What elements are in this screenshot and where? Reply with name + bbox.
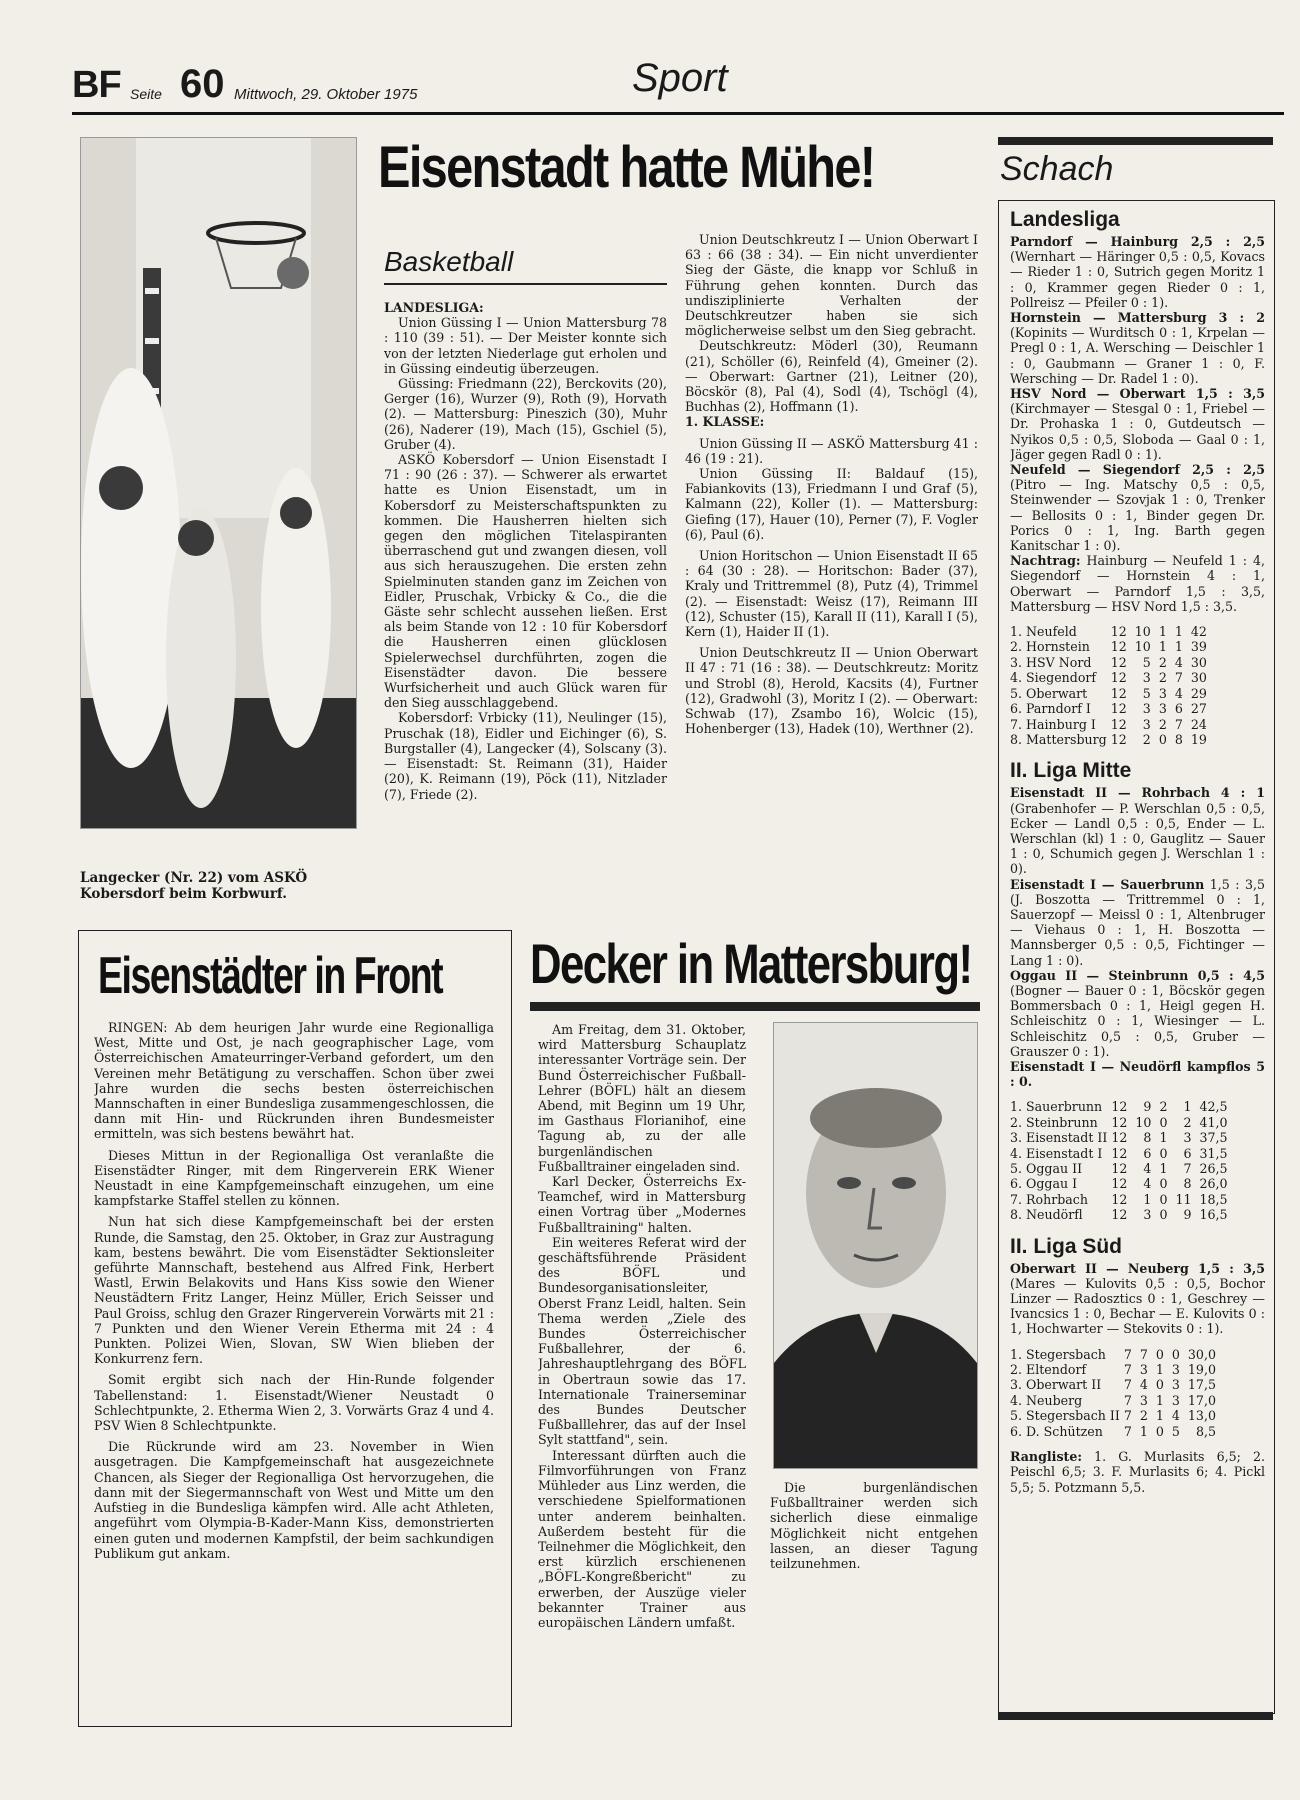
team-name: 3. Eisenstadt II [1010,1130,1108,1146]
rangliste-label: Rangliste: [1010,1449,1083,1465]
schach-top-rule [998,137,1273,145]
stat-cell: 4 [1174,654,1183,670]
ringen-paragraph: Die Rückrunde wird am 23. November in Wien ausgetragen. Die Kampfgemeinschaft hat ausgezeichnete Chancen, als Sieger der Regionalliga Ost hervorzugehen, die dann mit der Siegermannschaft von West und Mitte um den Aufstieg in die Bundesliga kämpfen wird. Alle acht Athleten, angeführt vom Olympia-B-Kader-Mann Kiss, demonstrierten einen guten und modernen Kampfstil, der beim sachkundigen Publikum gut ankam. [94,1439,494,1561]
match-details: (Pitro — Ing. Matschy 0,5 : 0,5, Steinwender — Szovjak 1 : 0, Trenker — Bellosits 0 : 1, Binder gegen Dr. Porics 0 : 1, Ing. Barth gegen Kanitschar 1 : 0). [1010,477,1265,554]
basketball-col2-paragraph: Union Güssing II: Baldauf (15), Fabiankovits (13), Friedmann I und Graf (5), Kalmann (22), Koller (1). — Mattersburg: Giefing (17), Hauer (10), Perner (7), F. Vogler (6), Paul (6). [685,466,978,542]
team-name: 3. HSV Nord [1010,654,1092,670]
stat-cell: 6 [1174,701,1183,717]
stat-cell: 1 [1155,1408,1164,1424]
stat-cell: 0 [1171,1346,1180,1362]
stat-cell: 1 [1158,624,1167,640]
decker-paragraph: Interessant dürften auch die Filmvorführungen von Franz Mühleder aus Linz werden, die verschiedene Spielformationen unter anderem beinhalten. Außerdem besteht für die Teilnehmer die Möglichkeit, den erst kürzlich erschienenen „BÖFL-Kongreßbericht" zu erwerben, der Auszüge vieler bekannter Trainer aus europäischen Ländern umfaßt. [538,1447,746,1630]
team-name: 7. Rohrbach [1010,1191,1088,1207]
match-score: HSV Nord — Oberwart 1,5 : 3,5 [1010,386,1265,402]
stat-cell: 17,5 [1187,1377,1216,1393]
table-row [1010,1362,1224,1377]
stat-cell: 12 [1110,624,1127,640]
stat-cell: 13,0 [1187,1408,1216,1424]
table-row [1010,670,1215,685]
schach-content [1010,208,1265,1708]
stat-cell: 5 [1171,1423,1180,1439]
stat-cell: 4 [1174,685,1183,701]
stat-cell: 0 [1158,731,1167,747]
stat-cell: 0 [1155,1346,1164,1362]
basketball-col2-paragraph: Union Horitschon — Union Eisenstadt II 65 : 64 (30 : 28). — Horitschon: Bader (37), Kraly und Trittremmel (8), Putz (4), Trimmel (2). — Eisenstadt: Weisz (17), Reimann III (12), Schuster (15), Karall II (11), Karall I (5), Kern (1), Haider II (1). [685,548,978,640]
stat-cell: 7 [1183,1161,1192,1177]
stat-cell: 42 [1190,624,1207,640]
stat-cell: 3 [1142,670,1151,686]
ringen-body [94,1020,494,1720]
basketball-col2-paragraph: Union Deutschkreutz II — Union Oberwart II 47 : 71 (16 : 38). — Deutschkreutz: Moritz und Strobl (8), Herold, Kacsits (4), Furtner (12), Gradwohl (3), Moritz I (2). — Oberwart: Schwab (17), Zsambo 16), Wolcic (15), Hohenberger (13), Hadek (10), Werthner (2). [685,645,978,737]
stat-cell: 27 [1190,701,1207,717]
stat-cell: 0 [1159,1207,1168,1223]
stat-cell: 16,5 [1199,1207,1228,1223]
match-details: 1,5 : 3,5 (J. Boszotta — Trittremmel 0 : 1, Sauerzopf — Meissl 0 : 1, Altenbruger — Viehaus 0 : 1, H. Boszotta — Mannsberger 0,5 : 0,5, Fichtinger — Lang 1 : 0). [1010,876,1265,968]
stat-cell: 12 [1110,670,1127,686]
match-score: Neufeld — Siegendorf 2,5 : 2,5 [1010,462,1265,478]
match-score: Eisenstadt II — Rohrbach 4 : 1 [1010,785,1265,801]
match-details: (Grabenhofer — P. Werschlan 0,5 : 0,5, Ecker — Landl 0,5 : 0,5, Ender — L. Werschlan (kl) 1 : 0, Gauglitz — Sauer 1 : 0, Schumich gegen J. Werschlan 1 : 0). [1010,800,1265,877]
stat-cell: 8,5 [1195,1423,1216,1439]
basketball-col2 [685,232,978,912]
match-details: (Wernhart — Häringer 0,5 : 0,5, Kovacs — Rieder 1 : 0, Sutrich gegen Moritz 1 : 0, Krammer gegen Rieder 0 : 1, Pollreisz — Pfeiler 0 : 1). [1010,249,1265,310]
stat-cell: 29 [1190,685,1207,701]
stat-cell: 26,5 [1199,1161,1228,1177]
stat-cell: 0 [1159,1191,1168,1207]
stat-cell: 3 [1158,685,1167,701]
stat-cell: 12 [1110,685,1127,701]
stat-cell: 3 [1183,1130,1192,1146]
section-title: Sport [632,56,728,100]
team-name: 5. Oberwart [1010,685,1088,701]
decker-portrait-image [774,1023,977,1468]
stat-cell: 8 [1174,731,1183,747]
stat-cell: 1 [1155,1362,1164,1378]
stat-cell: 3 [1143,1207,1152,1223]
liga-mitte-results [1010,785,1265,1089]
stat-cell: 12 [1110,654,1127,670]
table-row [1010,1161,1236,1176]
basketball-col1-paragraph: ASKÖ Kobersdorf — Union Eisenstadt I 71 : 90 (26 : 37). — Schwerer als erwartet hatte es Union Eisenstadt, um in Kobersdorf zu Meisterschaftspunkten zu kommen. Die Hausherren hielten sich gegen den möglichen Titelaspiranten überraschend gut und zwangen diesen, voll aus sich herauszugehen. Die ersten zehn Spielminuten standen ganz im Zeichen von Eidler, Pruschak, Vrbicky & Co., die die Gäste sehr schlecht aussehen ließen. Erst als beim Stande von 12 : 10 für Kobersdorf die Hausherren einen glücklosen Spielerwechsel durchführten, zogen die Eisenstädter davon. Die bessere Wurfsicherheit und auch Glück waren für den Sieg ausschlaggebend. [384,452,667,711]
stat-cell: 7 [1174,716,1183,732]
match-score: Hornstein — Mattersburg 3 : 2 [1010,310,1265,326]
stat-cell: 3 [1158,701,1167,717]
stat-cell: 2 [1159,1099,1168,1115]
liga-sued-results [1010,1261,1265,1337]
table-row [1010,655,1215,670]
table-row [1010,1393,1224,1408]
stat-cell: 37,5 [1199,1130,1228,1146]
ringen-paragraph: RINGEN: Ab dem heurigen Jahr wurde eine Regionalliga West, Mitte und Ost, je nach geographischer Lage, vom Österreichischen Amateurringer-Verband gefordert, um den Vereinen mehr Betätigung zu verschaffen. Schon über zwei Jahre wurden die sechs besten österreichischen Mannschaften in einer Bundesliga zusammengeschlossen, die dann mit Hin- und Rückrunden ihren Bundesmeister ermitteln, was sich bestens bewährt hat. [94,1020,494,1142]
table-row [1010,639,1215,654]
stat-cell: 7 [1174,670,1183,686]
match-score: Oggau II — Steinbrunn 0,5 : 4,5 [1010,967,1265,983]
rangliste-text: 1. G. Murlasits 6,5; 2. Peischl 6,5; 3. F. Murlasits 6; 4. Pickl 5,5; 5. Potzmann 5,5. [1010,1449,1265,1495]
stat-cell: 19 [1190,731,1207,747]
stat-cell: 1 [1174,624,1183,640]
stat-cell: 9 [1183,1207,1192,1223]
team-name: 4. Eisenstadt I [1010,1145,1103,1161]
team-name: 1. Sauerbrunn [1010,1099,1103,1115]
stat-cell: 10 [1134,639,1151,655]
logo: BF [72,64,121,106]
stat-cell: 39 [1190,639,1207,655]
stat-cell: 7 [1123,1346,1132,1362]
team-name: 8. Mattersburg [1010,731,1107,747]
table-row [1010,624,1215,639]
stat-cell: 24 [1190,716,1207,732]
stat-cell: 17,0 [1187,1392,1216,1408]
team-name: 6. Oggau I [1010,1176,1078,1192]
team-name: 1. Neufeld [1010,624,1077,640]
stat-cell: 18,5 [1199,1191,1228,1207]
stat-cell: 1 [1155,1392,1164,1408]
stat-cell: 0 [1159,1114,1168,1130]
team-name: 6. D. Schützen [1010,1423,1103,1439]
stat-cell: 3 [1142,716,1151,732]
team-name: 5. Stegersbach II [1010,1408,1120,1424]
landesliga-results [1010,234,1265,614]
stat-cell: 3 [1171,1377,1180,1393]
stat-cell: 8 [1183,1176,1192,1192]
match-details: (Bogner — Bauer 0 : 1, Böcskör gegen Bommersbach 0 : 1, Heigl gegen H. Schleischitz 0 : 1, Wiesinger — L. Schleischitz 0,5 : 0,5, Gruber — Grauszer 0 : 1). [1010,982,1265,1059]
team-name: 3. Oberwart II [1010,1377,1102,1393]
stat-cell: 12 [1111,1114,1128,1130]
table-row [1010,1207,1236,1222]
stat-cell: 31,5 [1199,1145,1228,1161]
stat-cell: 1 [1158,639,1167,655]
stat-cell: 7 [1123,1392,1132,1408]
stat-cell: 41,0 [1199,1114,1228,1130]
decker-paragraph: Die burgenländischen Fußballtrainer werden sich sicherlich diese einmalige Möglichkeit nicht entgehen lassen, an dieser Tagung teilzunehmen. [770,1480,978,1572]
table-row [1010,686,1215,701]
stat-cell: 2 [1158,716,1167,732]
masthead-rule [72,112,1284,115]
basketball-col1-paragraph: Kobersdorf: Vrbicky (11), Neulinger (15), Pruschak (18), Eidler und Eichinger (6), S. Burgstaller (4), Langecker (4), Solscany (3). — Eisenstadt: St. Reimann (31), Haider (20), K. Reimann (19), Pöck (11), Nitzlader (7), Friede (2). [384,710,667,802]
stat-cell: 4 [1143,1176,1152,1192]
stat-cell: 30,0 [1187,1346,1216,1362]
stat-cell: 4 [1143,1161,1152,1177]
stat-cell: 1 [1183,1099,1192,1115]
team-name: 5. Oggau II [1010,1161,1083,1177]
table-row [1010,1176,1236,1191]
stat-cell: 3 [1171,1362,1180,1378]
table-row [1010,732,1215,747]
liga-sued-heading: II. Liga Süd [1010,1234,1123,1258]
team-name: 4. Neuberg [1010,1392,1083,1408]
match-details: (Kopinits — Wurditsch 0 : 1, Krpelan — Pregl 0 : 1, A. Wersching — Deischler 1 : 0, Gaubmann — Graner 1 : 0, F. Wersching — Dr. Radel 1 : 0). [1010,325,1265,386]
basketball-col2-paragraph: Union Deutschkreutz I — Union Oberwart I 63 : 66 (38 : 34). — Ein nicht unverdienter Sieg der Gäste, die knapp vor Schluß in Führung gehen konnten. Durch das undisziplinierte Verhalten der Deutschkreutzer haben sie sich möglicherweise selbst um den Sieg gebracht. [685,232,978,339]
decker-col2 [770,1480,978,1720]
ringen-paragraph: Somit ergibt sich nach der Hin-Runde folgender Tabellenstand: 1. Eisenstadt/Wiener Neustadt 0 Schlechtpunkte, 2. Etherma Wien 2, 3. Vorwärts Graz 4 und 4. PSV Wien 8 Schlechtpunkte. [94,1372,494,1434]
match-score: Eisenstadt I — Sauerbrunn [1010,876,1205,892]
table-row [1010,1130,1236,1145]
masthead [72,56,1282,116]
stat-cell: 12 [1111,1191,1128,1207]
basketball-col1-section: LANDESLIGA: [384,300,484,315]
team-name: 8. Neudörfl [1010,1207,1083,1223]
stat-cell: 0 [1159,1176,1168,1192]
stat-cell: 12 [1111,1207,1128,1223]
basketball-col2-paragraph: Deutschkreutz: Möderl (30), Reumann (21), Schöller (6), Reinfeld (4), Gmeiner (2). — Oberwart: Gartner (21), Leitner (20), Böcskör (8), Pal (4), Sodl (4), Tschögl (4), Buchhas (2), Hoffmann (1). [685,338,978,415]
match-details: (Mares — Kulovits 0,5 : 0,5, Bochor Linzer — Radosztics 0 : 1, Geschrey — Ivancsics 1 : 0, Bechar — E. Kulovits 0 : 1, Hochwarter — Stekovits 0 : 1). [1010,1275,1265,1337]
stat-cell: 12 [1111,1099,1128,1115]
landesliga-heading: Landesliga [1010,208,1120,231]
table-row [1010,1408,1224,1423]
stat-cell: 2 [1158,670,1167,686]
liga-mitte-heading: II. Liga Mitte [1010,759,1132,783]
stat-cell: 7 [1123,1423,1132,1439]
kicker-rule [384,283,667,285]
stat-cell: 1 [1139,1423,1148,1439]
schach-kicker: Schach [1000,150,1114,188]
stat-cell: 7 [1139,1346,1148,1362]
stat-cell: 26,0 [1199,1176,1228,1192]
team-name: 2. Eltendorf [1010,1362,1087,1378]
stat-cell: 10 [1134,624,1151,640]
decker-paragraph: Karl Decker, Österreichs Ex-Teamchef, wird in Mattersburg einen Vortrag über „Modernes Fußballtraining" halten. [538,1174,746,1235]
decker-headline: Decker in Mattersburg! [530,932,972,995]
basketball-col1-paragraph: Union Güssing I — Union Mattersburg 78 : 110 (39 : 51). — Der Meister konnte sich von der letzten Niederlage gut erholen und in Güssing eindeutig überzeugen. [384,315,667,376]
stat-cell: 12 [1110,639,1127,655]
stat-cell: 6 [1183,1145,1192,1161]
stat-cell: 5 [1142,654,1151,670]
ringen-headline: Eisenstädter in Front [98,947,443,1005]
stat-cell: 3 [1139,1392,1148,1408]
match-score: Parndorf — Hainburg 2,5 : 2,5 [1010,234,1265,249]
ringen-paragraph: Dieses Mittun in der Regionalliga Ost veranlaßte die Eisenstädter Ringer, mit dem Ringerverein ERK Wiener Neustadt in eine Kampfgemeinschaft einzugehen, um eine kampfstarke Staffel stellen zu können. [94,1147,494,1209]
stat-cell: 3 [1171,1392,1180,1408]
stat-cell: 0 [1155,1423,1164,1439]
stat-cell: 12 [1110,716,1127,732]
stat-cell: 11 [1175,1191,1192,1207]
table-row [1010,1424,1224,1439]
stat-cell: 2 [1142,731,1151,747]
stat-cell: 2 [1139,1408,1148,1424]
basketball-col2-paragraph: Union Güssing II — ASKÖ Mattersburg 41 : 46 (19 : 21). [685,435,978,466]
stat-cell: 2 [1158,654,1167,670]
stat-cell: 1 [1159,1130,1168,1146]
stat-cell: 7 [1123,1362,1132,1378]
stat-cell: 7 [1123,1377,1132,1393]
stat-cell: 6 [1143,1145,1152,1161]
basketball-kicker: Basketball [384,246,514,277]
basketball-photo [80,137,357,829]
stat-cell: 9 [1143,1099,1152,1115]
stat-cell: 2 [1183,1114,1192,1130]
stat-cell: 30 [1190,670,1207,686]
stat-cell: 12 [1111,1145,1128,1161]
stat-cell: 5 [1142,685,1151,701]
photo-caption: Langecker (Nr. 22) vom ASKÖ Kobersdorf beim Korbwurf. [80,870,308,902]
landesliga-table [1010,624,1215,747]
table-row [1010,1115,1236,1130]
stat-cell: 8 [1143,1130,1152,1146]
table-row [1010,701,1215,716]
team-name: 6. Parndorf I [1010,701,1091,717]
stat-cell: 1 [1174,639,1183,655]
liga-mitte-table [1010,1099,1236,1222]
basketball-photo-image [81,138,356,828]
stat-cell: 42,5 [1199,1099,1228,1115]
team-name: 2. Steinbrunn [1010,1114,1098,1130]
basketball-headline: Eisenstadt hatte Mühe! [378,135,875,200]
stat-cell: 1 [1159,1161,1168,1177]
liga-sued-table [1010,1347,1224,1439]
nachtrag-label: Nachtrag: [1010,553,1081,569]
stat-cell: 12 [1110,701,1127,717]
decker-portrait [773,1022,978,1469]
team-name: 7. Hainburg I [1010,716,1096,732]
schach-bottom-rule [998,1712,1273,1720]
basketball-col2-section: 1. KLASSE: [685,414,765,430]
team-name: 4. Siegendorf [1010,670,1097,686]
stat-cell: 7 [1123,1408,1132,1424]
stat-cell: 1 [1143,1191,1152,1207]
match-score: Eisenstadt I — Neudörfl kampflos 5 : 0. [1010,1058,1265,1090]
stat-cell: 4 [1171,1408,1180,1424]
stat-cell: 10 [1135,1114,1152,1130]
decker-paragraph: Ein weiteres Referat wird der geschäftsführende Präsident des BÖFL und Bundesorganisationsleiter, Oberst Franz Leidl, halten. Sein Thema werden „Ziele des Bundes Österreichischer Fußballehrer, der 6. Jahreshauptlehrgang des BÖFL in Obertraun sowie das 17. Internationale Trainerseminar des Bundes Deutscher Fußballlehrer, das auf der Insel Sylt stattfand", sein. [538,1234,746,1448]
decker-paragraph: Am Freitag, dem 31. Oktober, wird Mattersburg Schauplatz interessanter Vorträge sein. Der Bund Österreichischer Fußball-Lehrer (BÖFL) hält an diesem Abend, mit Beginn um 19 Uhr, im Gasthaus Florianihof, eine Tagung ab, zu der alle burgenländischen Fußballtrainer eingeladen sind. [538,1022,746,1174]
rangliste [1010,1449,1265,1495]
stat-cell: 19,0 [1187,1362,1216,1378]
stat-cell: 3 [1142,701,1151,717]
decker-rule [530,1002,980,1011]
match-details: (Kirchmayer — Stesgal 0 : 1, Friebel — Dr. Prohaska 1 : 0, Gutdeutsch — Nyikos 0,5 : 0,5, Sloboda — Gaal 0 : 1, Jäger gegen Radl 0 : 1). [1010,401,1265,462]
issue-date: Mittwoch, 29. Oktober 1975 [234,86,418,103]
table-row [1010,717,1215,732]
table-row [1010,1099,1236,1114]
stat-cell: 3 [1139,1362,1148,1378]
table-row [1010,1146,1236,1161]
decker-col1 [538,1022,746,1722]
stat-cell: 12 [1111,1130,1128,1146]
ringen-paragraph: Nun hat sich diese Kampfgemeinschaft bei der ersten Runde, die Samstag, den 25. Oktober, in Graz zur Austragung kam, bestens bewährt. Die vom Eisenstädter Sektionsleiter geführte Mannschaft, bestehend aus Alfred Fink, Herbert Wastl, Erwin Belakovits und Hans Kiss sowie den Wiener Neustädtern Fritz Langer, Heinz Müller, Erich Seisser und Paul Groiss, schlug den Grazer Ringerverein Vorwärts mit 21 : 7 Punkten und den Wiener Verein Etherma mit 24 : 4 Punkten. Polizei Wien, Slovan, SW Wien blieben der Konkurrenz fern. [94,1214,494,1367]
team-name: 1. Stegersbach [1010,1346,1106,1362]
stat-cell: 4 [1139,1377,1148,1393]
nachtrag-details: Hainburg — Neufeld 1 : 4, Siegendorf — Hornstein 4 : 1, Oberwart — Parndorf 1,5 : 3,5, Mattersburg — HSV Nord 1,5 : 3,5. [1010,553,1265,614]
stat-cell: 12 [1111,1161,1128,1177]
stat-cell: 30 [1190,654,1207,670]
match-score: Oberwart II — Neuberg 1,5 : 3,5 [1010,1260,1265,1276]
stat-cell: 12 [1110,731,1127,747]
table-row [1010,1377,1224,1392]
page-number: 60 [180,62,225,106]
seite-label: Seite [130,86,162,102]
stat-cell: 12 [1111,1176,1128,1192]
team-name: 2. Hornstein [1010,639,1090,655]
basketball-col1-paragraph: Güssing: Friedmann (22), Berckovits (20), Gerger (16), Wurzer (9), Roth (9), Horvath (2). — Mattersburg: Pineszich (30), Muhr (26), Naderer (19), Mach (15), Gschiel (5), Gruber (4). [384,376,667,452]
table-row [1010,1192,1236,1207]
stat-cell: 0 [1159,1145,1168,1161]
stat-cell: 0 [1155,1377,1164,1393]
basketball-col1 [384,300,667,912]
table-row [1010,1347,1224,1362]
